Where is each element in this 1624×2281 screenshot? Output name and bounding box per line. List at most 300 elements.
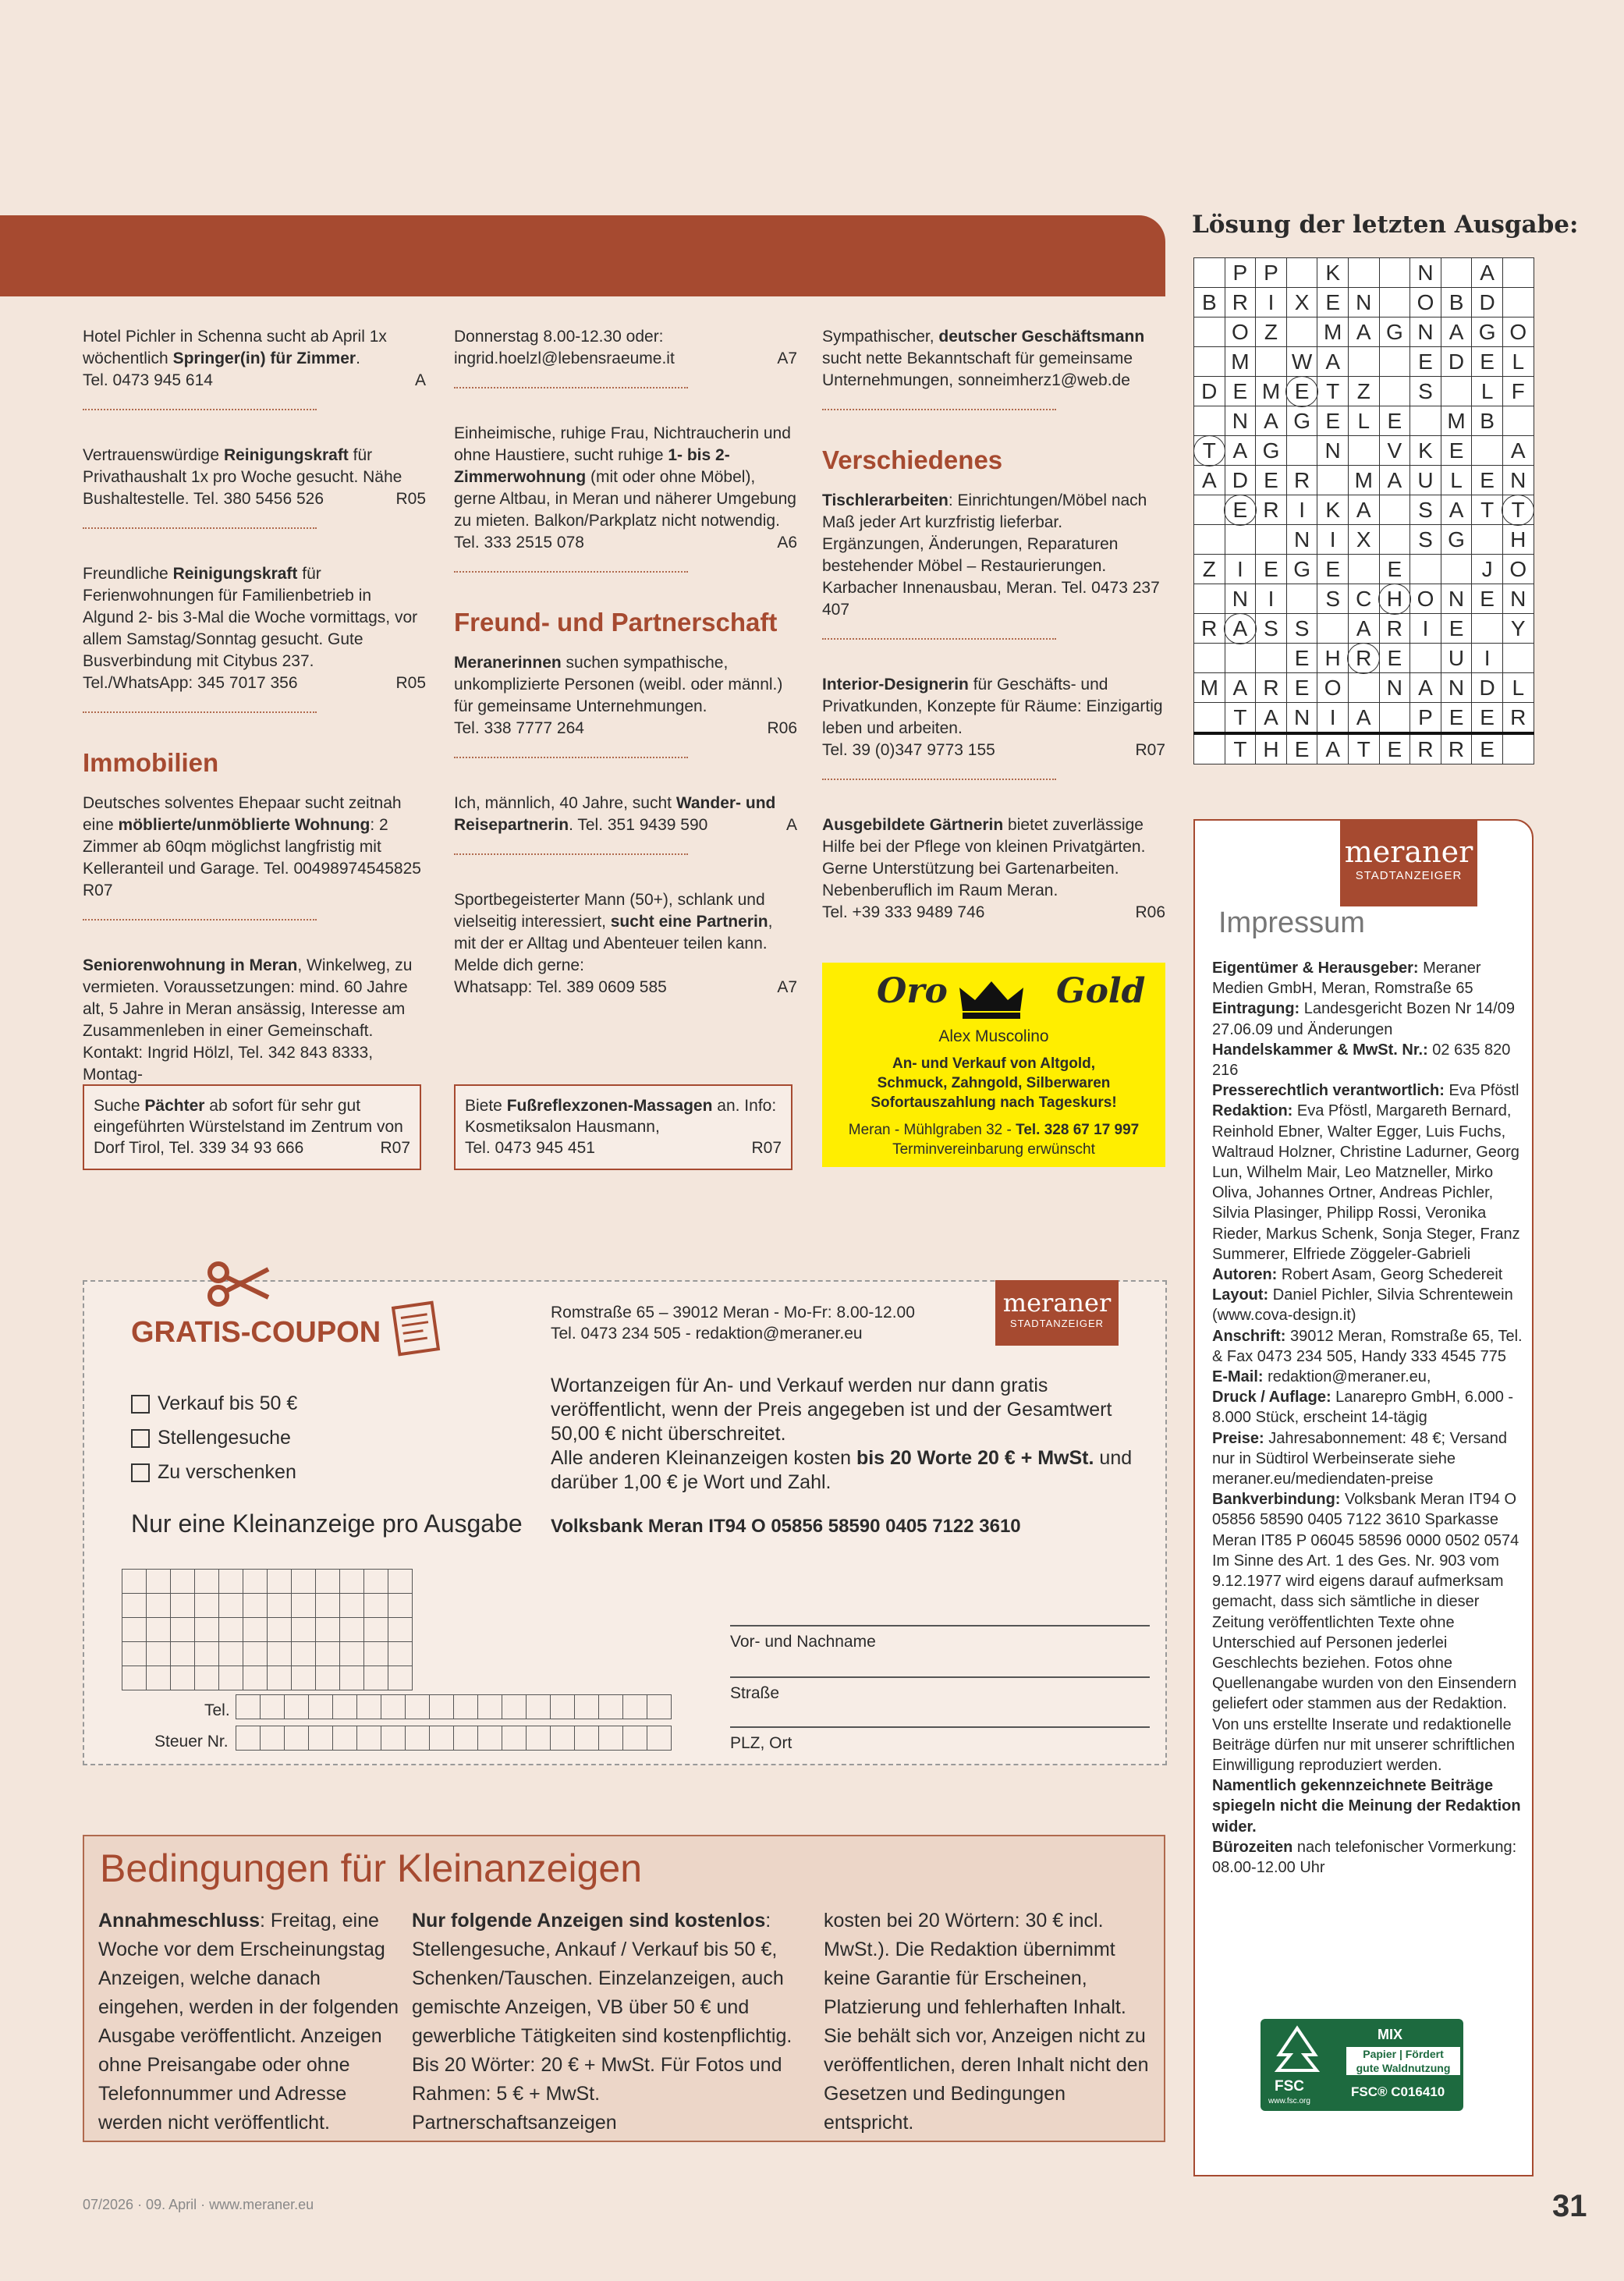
grid-cell[interactable] bbox=[388, 1594, 413, 1618]
crossword-cell bbox=[1286, 436, 1317, 466]
crossword-cell bbox=[1379, 347, 1410, 377]
crossword-cell: R bbox=[1441, 733, 1472, 764]
crossword-cell: N bbox=[1286, 525, 1317, 555]
grid-cell[interactable] bbox=[268, 1642, 292, 1666]
grid-cell[interactable] bbox=[219, 1570, 243, 1594]
crossword-cell bbox=[1502, 288, 1534, 317]
crossword-cell: E bbox=[1410, 347, 1441, 377]
crossword-cell bbox=[1502, 644, 1534, 673]
grid-cell[interactable] bbox=[478, 1726, 502, 1751]
grid-cell[interactable] bbox=[195, 1666, 219, 1690]
crossword-cell: U bbox=[1410, 466, 1441, 495]
grid-cell[interactable] bbox=[333, 1695, 357, 1719]
label-zip: PLZ, Ort bbox=[730, 1734, 792, 1752]
crossword-cell: R bbox=[1256, 495, 1287, 525]
conditions-col-3: kosten bei 20 Wörtern: 30 € incl. MwSt.). Die Redaktion übernimmt keine Garantie für Erscheinen, Platzierung und fehlerhaften Inhalt. Sie behält sich vor, Anzeigen nicht zu veröffentlichen, deren Inhalt nicht den Gesetzen und Bedingungen entspricht. bbox=[824, 1910, 1149, 2134]
fsc-tree-icon bbox=[1270, 2024, 1324, 2078]
crossword-cell: O bbox=[1225, 317, 1256, 347]
crossword-cell: E bbox=[1286, 673, 1317, 703]
checkbox-icon[interactable] bbox=[131, 1395, 150, 1414]
divider bbox=[83, 409, 317, 410]
crossword-cell: S bbox=[1256, 614, 1287, 644]
oro-appointment: Terminvereinbarung erwünscht bbox=[892, 1141, 1095, 1158]
grid-cell[interactable] bbox=[195, 1570, 219, 1594]
crossword-cell bbox=[1502, 258, 1534, 288]
grid-cell[interactable] bbox=[316, 1594, 340, 1618]
tel-field-grid[interactable] bbox=[236, 1694, 672, 1719]
crossword-cell: O bbox=[1410, 288, 1441, 317]
crossword-cell bbox=[1194, 733, 1225, 764]
crossword-cell: R bbox=[1256, 673, 1287, 703]
crossword-cell bbox=[1194, 317, 1225, 347]
coupon-options bbox=[131, 1386, 297, 1489]
grid-cell[interactable] bbox=[551, 1726, 575, 1751]
crossword-row bbox=[1194, 466, 1534, 495]
crossword-cell bbox=[1194, 258, 1225, 288]
grid-cell[interactable] bbox=[430, 1695, 454, 1719]
divider bbox=[454, 387, 688, 388]
grid-cell[interactable] bbox=[599, 1726, 623, 1751]
grid-cell[interactable] bbox=[364, 1594, 388, 1618]
grid-cell[interactable] bbox=[406, 1726, 430, 1751]
grid-cell[interactable] bbox=[316, 1666, 340, 1690]
crossword-row bbox=[1194, 673, 1534, 703]
crossword-cell: E bbox=[1256, 555, 1287, 584]
grid-cell[interactable] bbox=[219, 1666, 243, 1690]
impressum-entry: Namentlich gekennzeichnete Beiträge spiegeln nicht die Meinung der Redaktion wider. bbox=[1212, 1777, 1521, 1836]
crossword-cell: L bbox=[1348, 406, 1379, 436]
grid-cell[interactable] bbox=[454, 1695, 478, 1719]
crossword-cell bbox=[1194, 703, 1225, 734]
crossword-cell: O bbox=[1410, 584, 1441, 614]
crossword-cell: E bbox=[1317, 555, 1349, 584]
one-ad-note: Nur eine Kleinanzeige pro Ausgabe bbox=[131, 1509, 523, 1538]
impressum-box bbox=[1193, 819, 1534, 2176]
grid-cell[interactable] bbox=[147, 1570, 171, 1594]
grid-cell[interactable] bbox=[478, 1695, 502, 1719]
crossword-cell: N bbox=[1410, 258, 1441, 288]
oro-line: An- und Verkauf von Altgold, bbox=[892, 1055, 1096, 1072]
crossword-cell bbox=[1348, 258, 1379, 288]
line-name bbox=[730, 1625, 1150, 1626]
grid-cell[interactable] bbox=[647, 1695, 672, 1719]
grid-cell[interactable] bbox=[292, 1642, 316, 1666]
classified-ad: Ausgebildete Gärtnerin bietet zuverlässige Hilfe bei der Pflege von kleinen Privatgärten. Gerne Unterstützung bei Gartenarbeiten. Nebenberuflich im Raum Meran. Tel. +39 333 9489 746 R06 bbox=[822, 816, 1165, 921]
crossword-cell: N bbox=[1441, 584, 1472, 614]
classified-ad: Deutsches solventes Ehepaar sucht zeitnah eine möblierte/unmöblierte Wohnung: 2 Zimmer ab 60qm möglichst langfristig mit Kelleranteil und Garage. Tel. 00498974545825 R07 bbox=[83, 794, 421, 899]
coupon-address: Romstraße 65 – 39012 Meran - Mo-Fr: 8.00-12.00 Tel. 0473 234 505 - redaktion@meraner.eu bbox=[551, 1304, 915, 1343]
crossword-cell: P bbox=[1256, 258, 1287, 288]
crossword-cell bbox=[1194, 406, 1225, 436]
grid-cell[interactable] bbox=[243, 1666, 268, 1690]
grid-cell[interactable] bbox=[147, 1618, 171, 1642]
crossword-cell bbox=[1286, 317, 1317, 347]
crossword-cell: A bbox=[1225, 436, 1256, 466]
grid-cell[interactable] bbox=[316, 1618, 340, 1642]
grid-cell[interactable] bbox=[122, 1642, 147, 1666]
crossword-cell: M bbox=[1256, 377, 1287, 406]
grid-cell[interactable] bbox=[340, 1642, 364, 1666]
crossword-cell: L bbox=[1502, 673, 1534, 703]
grid-cell[interactable] bbox=[171, 1594, 195, 1618]
crossword-cell: R bbox=[1286, 466, 1317, 495]
crossword-cell: H bbox=[1256, 733, 1287, 764]
grid-cell[interactable] bbox=[381, 1726, 406, 1751]
crossword-cell: R bbox=[1225, 288, 1256, 317]
crossword-cell: A bbox=[1348, 614, 1379, 644]
crossword-cell: E bbox=[1286, 733, 1317, 764]
crossword-cell: T bbox=[1317, 377, 1349, 406]
classified-ad: Tischlerarbeiten: Einrichtungen/Möbel nach Maß jeder Art kurzfristig lieferbar. Ergänzungen, Änderungen, Reparaturen bestehender Möbel – Restaurierungen. Karbacher Innenausbau, Meran. Tel. 0473 237 407 bbox=[822, 491, 1160, 619]
label-name: Vor- und Nachname bbox=[730, 1633, 876, 1651]
crossword-row bbox=[1194, 495, 1534, 525]
grid-cell[interactable] bbox=[122, 1666, 147, 1690]
impressum-entry: Druck / Auflage: Lanarepro GmbH, 6.000 - 8.000 Stück, erscheint 14-tägig bbox=[1212, 1389, 1514, 1427]
grid-cell[interactable] bbox=[502, 1726, 527, 1751]
crossword-cell: I bbox=[1225, 555, 1256, 584]
crossword-cell: A bbox=[1225, 673, 1256, 703]
grid-cell[interactable] bbox=[575, 1726, 599, 1751]
grid-cell[interactable] bbox=[599, 1695, 623, 1719]
column-2 bbox=[454, 326, 797, 1016]
grid-cell[interactable] bbox=[381, 1695, 406, 1719]
crossword-cell: E bbox=[1472, 584, 1503, 614]
crossword-cell bbox=[1348, 436, 1379, 466]
grid-cell[interactable] bbox=[268, 1666, 292, 1690]
impressum-entry: Bankverbindung: Volksbank Meran IT94 O 05856 58590 0405 7122 3610 Sparkasse Meran IT85 P 06045 58596 0000 0502 0574 Im Sinne des Art. 1 des Ges. Nr. 903 vom 9.12.1977 wird eigens darauf aufmerksam gemacht, dass sich sämtliche in dieser Zeitung veröffentlichten Texte ohne Unterschied auf Personen jederlei Geschlechts beziehen. Fotos ohne Quellenangabe wurden von den Einsendern geliefert oder stammen aus der Redaktion. Von uns erstellte Inserate und redaktionelle Beiträge dürfen nur mit unserer schriftlichen Einwilligung reproduziert werden. bbox=[1212, 1491, 1519, 1774]
crossword-cell: H bbox=[1317, 644, 1349, 673]
crossword-cell: G bbox=[1441, 525, 1472, 555]
crossword-row bbox=[1194, 258, 1534, 288]
divider bbox=[454, 571, 688, 573]
scissors-icon bbox=[203, 1258, 270, 1308]
grid-cell[interactable] bbox=[122, 1570, 147, 1594]
crossword-cell bbox=[1379, 703, 1410, 734]
grid-cell[interactable] bbox=[243, 1618, 268, 1642]
grid-cell[interactable] bbox=[236, 1695, 261, 1719]
column-1 bbox=[83, 326, 426, 1103]
crossword-row bbox=[1194, 555, 1534, 584]
crossword-row bbox=[1194, 377, 1534, 406]
grid-cell[interactable] bbox=[340, 1666, 364, 1690]
crossword-cell: E bbox=[1286, 644, 1317, 673]
crossword-cell: I bbox=[1317, 525, 1349, 555]
crossword-cell: E bbox=[1441, 614, 1472, 644]
crossword-solution bbox=[1193, 257, 1534, 764]
grid-cell[interactable] bbox=[388, 1642, 413, 1666]
crossword-cell: T bbox=[1348, 733, 1379, 764]
grid-cell[interactable] bbox=[171, 1666, 195, 1690]
crossword-cell: N bbox=[1348, 288, 1379, 317]
crossword-row bbox=[1194, 703, 1534, 734]
crossword-cell: A bbox=[1441, 495, 1472, 525]
grid-cell[interactable] bbox=[364, 1570, 388, 1594]
classified-ad: Hotel Pichler in Schenna sucht ab April 1x wöchentlich Springer(in) für Zimmer. Tel. 0473 945 614 A bbox=[83, 328, 426, 389]
newspaper-icon bbox=[388, 1296, 443, 1358]
option-verschenken[interactable]: Zu verschenken bbox=[131, 1455, 297, 1489]
crossword-cell: M bbox=[1225, 347, 1256, 377]
grid-cell[interactable] bbox=[340, 1570, 364, 1594]
boxed-ad-massage: Biete Fußreflexzonen-Massagen an. Info: Kosmetiksalon Hausmann, Tel. 0473 945 451 R07 bbox=[454, 1084, 792, 1170]
grid-cell[interactable] bbox=[340, 1618, 364, 1642]
crossword-cell: G bbox=[1256, 436, 1287, 466]
crossword-cell: S bbox=[1410, 495, 1441, 525]
grid-cell[interactable] bbox=[527, 1726, 551, 1751]
crossword-cell bbox=[1194, 347, 1225, 377]
crossword-cell: V bbox=[1379, 436, 1410, 466]
crossword-cell bbox=[1441, 258, 1472, 288]
gratis-coupon bbox=[83, 1280, 1167, 1765]
crossword-cell: A bbox=[1441, 317, 1472, 347]
line-zip bbox=[730, 1726, 1150, 1728]
crossword-cell: R bbox=[1348, 644, 1379, 673]
crossword-cell: X bbox=[1286, 288, 1317, 317]
crossword-cell: K bbox=[1317, 258, 1349, 288]
crossword-cell: Z bbox=[1256, 317, 1287, 347]
impressum-entry: Layout: Daniel Pichler, Silvia Schrentewein (www.cova-design.it) bbox=[1212, 1286, 1513, 1325]
label-street: Straße bbox=[730, 1684, 780, 1702]
grid-cell[interactable] bbox=[171, 1618, 195, 1642]
grid-cell[interactable] bbox=[388, 1666, 413, 1690]
crossword-cell: T bbox=[1472, 495, 1503, 525]
grid-cell[interactable] bbox=[171, 1642, 195, 1666]
crossword-cell: I bbox=[1317, 703, 1349, 734]
grid-cell[interactable] bbox=[292, 1594, 316, 1618]
crossword-cell: E bbox=[1472, 466, 1503, 495]
crossword-cell: H bbox=[1502, 525, 1534, 555]
crossword-cell bbox=[1348, 347, 1379, 377]
crossword-cell: S bbox=[1410, 525, 1441, 555]
grid-cell[interactable] bbox=[243, 1642, 268, 1666]
label-tax: Steuer Nr. bbox=[154, 1733, 229, 1751]
grid-cell[interactable] bbox=[364, 1618, 388, 1642]
coupon-word-grid[interactable] bbox=[122, 1569, 413, 1690]
grid-cell[interactable] bbox=[243, 1570, 268, 1594]
tax-field-grid[interactable] bbox=[236, 1726, 672, 1751]
classified-ad: Einheimische, ruhige Frau, Nichtraucherin und ohne Haustiere, sucht ruhige 1- bis 2-Zimmerwohnung (mit oder ohne Möbel), gerne Altbau, in Meran und näherer Umgebung zu mieten. Balkon/Parkplatz nicht notwendig. Tel. 333 2515 078 A6 bbox=[454, 424, 797, 552]
grid-cell[interactable] bbox=[285, 1695, 309, 1719]
grid-cell[interactable] bbox=[147, 1642, 171, 1666]
grid-cell[interactable] bbox=[292, 1570, 316, 1594]
coupon-info: Wortanzeigen für An- und Verkauf werden nur dann gratis veröffentlicht, wenn der Preis angegeben ist und der Gesamtwert 50,00 € nicht überschreitet. Alle anderen Kleinanzeigen kosten bis 20 Worte 20 € + MwSt. und darüber 1,00 € je Wort und Zahl. bbox=[551, 1375, 1133, 1493]
crossword-cell: L bbox=[1502, 347, 1534, 377]
grid-cell[interactable] bbox=[316, 1570, 340, 1594]
crossword-cell: O bbox=[1317, 673, 1349, 703]
grid-cell[interactable] bbox=[122, 1618, 147, 1642]
grid-cell[interactable] bbox=[292, 1666, 316, 1690]
crossword-cell bbox=[1502, 733, 1534, 764]
crossword-cell: O bbox=[1502, 555, 1534, 584]
crossword-cell: C bbox=[1348, 584, 1379, 614]
crossword-cell: H bbox=[1379, 584, 1410, 614]
grid-cell[interactable] bbox=[551, 1695, 575, 1719]
grid-cell[interactable] bbox=[171, 1570, 195, 1594]
crossword-cell: W bbox=[1286, 347, 1317, 377]
crossword-cell: R bbox=[1502, 703, 1534, 734]
crossword-cell: E bbox=[1379, 733, 1410, 764]
crossword-cell: E bbox=[1379, 644, 1410, 673]
grid-cell[interactable] bbox=[195, 1642, 219, 1666]
divider bbox=[454, 757, 688, 758]
grid-cell[interactable] bbox=[147, 1666, 171, 1690]
grid-cell[interactable] bbox=[388, 1570, 413, 1594]
grid-cell[interactable] bbox=[219, 1618, 243, 1642]
crossword-cell bbox=[1348, 555, 1379, 584]
crossword-cell: I bbox=[1286, 495, 1317, 525]
checkbox-icon[interactable] bbox=[131, 1463, 150, 1482]
column-3 bbox=[822, 326, 1165, 941]
impressum-entry: E-Mail: redaktion@meraner.eu, bbox=[1212, 1368, 1431, 1386]
crossword-cell: A bbox=[1256, 703, 1287, 734]
grid-cell[interactable] bbox=[309, 1695, 333, 1719]
crossword-cell: L bbox=[1441, 466, 1472, 495]
crossword-cell: I bbox=[1472, 644, 1503, 673]
crossword-cell: N bbox=[1317, 436, 1349, 466]
crossword-cell: A bbox=[1410, 673, 1441, 703]
grid-cell[interactable] bbox=[243, 1594, 268, 1618]
crossword-cell: N bbox=[1410, 317, 1441, 347]
grid-cell[interactable] bbox=[333, 1726, 357, 1751]
crossword-cell bbox=[1194, 495, 1225, 525]
grid-cell[interactable] bbox=[502, 1695, 527, 1719]
grid-cell[interactable] bbox=[357, 1695, 381, 1719]
classified-ad: Ich, männlich, 40 Jahre, sucht Wander- und Reisepartnerin. Tel. 351 9439 590 A bbox=[454, 794, 797, 834]
crossword-cell: G bbox=[1379, 317, 1410, 347]
crossword-cell bbox=[1194, 525, 1225, 555]
crossword-cell: N bbox=[1379, 673, 1410, 703]
oro-owner: Alex Muscolino bbox=[938, 1027, 1049, 1045]
grid-cell[interactable] bbox=[364, 1642, 388, 1666]
grid-cell[interactable] bbox=[454, 1726, 478, 1751]
crossword-cell: G bbox=[1286, 406, 1317, 436]
grid-cell[interactable] bbox=[527, 1695, 551, 1719]
impressum-entry: Anschrift: 39012 Meran, Romstraße 65, Tel. & Fax 0473 234 505, Handy 333 4545 775 bbox=[1212, 1327, 1523, 1365]
crossword-row bbox=[1194, 614, 1534, 644]
grid-cell[interactable] bbox=[147, 1594, 171, 1618]
crossword-cell: E bbox=[1317, 406, 1349, 436]
crossword-cell: A bbox=[1348, 317, 1379, 347]
page-number: 31 bbox=[1552, 2189, 1587, 2223]
crossword-cell: A bbox=[1317, 347, 1349, 377]
crossword-cell: E bbox=[1225, 377, 1256, 406]
oro-line: Schmuck, Zahngold, Silberwaren bbox=[877, 1075, 1111, 1091]
crossword-row bbox=[1194, 584, 1534, 614]
crossword-cell: E bbox=[1472, 703, 1503, 734]
section-heading-partnerschaft: Freund- und Partnerschaft bbox=[454, 608, 778, 637]
crossword-cell bbox=[1348, 673, 1379, 703]
crossword-cell: G bbox=[1472, 317, 1503, 347]
crossword-cell bbox=[1225, 644, 1256, 673]
grid-cell[interactable] bbox=[195, 1618, 219, 1642]
crossword-row bbox=[1194, 525, 1534, 555]
grid-cell[interactable] bbox=[261, 1695, 285, 1719]
oro-line: Sofortauszahlung nach Tageskurs! bbox=[871, 1094, 1117, 1111]
grid-cell[interactable] bbox=[309, 1726, 333, 1751]
crossword-cell: S bbox=[1286, 614, 1317, 644]
crossword-row bbox=[1194, 436, 1534, 466]
crossword-cell: A bbox=[1379, 466, 1410, 495]
crossword-cell: I bbox=[1410, 614, 1441, 644]
grid-cell[interactable] bbox=[430, 1726, 454, 1751]
grid-cell[interactable] bbox=[647, 1726, 672, 1751]
impressum-entry: Eintragung: Landesgericht Bozen Nr 14/09 27.06.09 und Änderungen bbox=[1212, 1000, 1515, 1038]
crossword-row bbox=[1194, 733, 1534, 764]
grid-cell[interactable] bbox=[268, 1594, 292, 1618]
impressum-entry: Presserechtlich verantwortlich: Eva Pföstl bbox=[1212, 1082, 1519, 1100]
crossword-cell: E bbox=[1225, 495, 1256, 525]
grid-cell[interactable] bbox=[292, 1618, 316, 1642]
impressum-entry: Bürozeiten nach telefonischer Vormerkung: 08.00-12.00 Uhr bbox=[1212, 1838, 1517, 1876]
crossword-cell: S bbox=[1410, 377, 1441, 406]
crossword-cell bbox=[1441, 555, 1472, 584]
label-tel: Tel. bbox=[204, 1701, 230, 1719]
crossword-cell: R bbox=[1379, 614, 1410, 644]
grid-cell[interactable] bbox=[406, 1695, 430, 1719]
grid-cell[interactable] bbox=[340, 1594, 364, 1618]
crossword-cell bbox=[1256, 525, 1287, 555]
crossword-cell: X bbox=[1348, 525, 1379, 555]
crossword-cell bbox=[1286, 258, 1317, 288]
crossword-cell bbox=[1441, 377, 1472, 406]
crossword-cell bbox=[1410, 406, 1441, 436]
grid-cell[interactable] bbox=[357, 1726, 381, 1751]
crossword-cell: N bbox=[1225, 406, 1256, 436]
crossword-cell: S bbox=[1317, 584, 1349, 614]
crossword-cell bbox=[1225, 525, 1256, 555]
grid-cell[interactable] bbox=[364, 1666, 388, 1690]
crossword-cell: K bbox=[1410, 436, 1441, 466]
impressum-logo: meraner STADTANZEIGER bbox=[1340, 819, 1477, 906]
grid-cell[interactable] bbox=[268, 1570, 292, 1594]
grid-cell[interactable] bbox=[575, 1695, 599, 1719]
crossword-cell bbox=[1502, 406, 1534, 436]
crossword-cell: G bbox=[1286, 555, 1317, 584]
crossword-cell bbox=[1379, 495, 1410, 525]
grid-cell[interactable] bbox=[122, 1594, 147, 1618]
grid-cell[interactable] bbox=[268, 1618, 292, 1642]
oro-gold-ad bbox=[822, 963, 1165, 1167]
crossword-cell: E bbox=[1317, 288, 1349, 317]
option-stellengesuche[interactable]: Stellengesuche bbox=[131, 1421, 297, 1455]
crossword-cell bbox=[1472, 614, 1503, 644]
grid-cell[interactable] bbox=[623, 1726, 647, 1751]
grid-cell[interactable] bbox=[195, 1594, 219, 1618]
grid-cell[interactable] bbox=[316, 1642, 340, 1666]
fsc-badge: FSC www.fsc.org MIX Papier | Fördert gute Waldnutzung FSC® C016410 bbox=[1261, 2019, 1463, 2111]
option-verkauf[interactable]: Verkauf bis 50 € bbox=[131, 1386, 297, 1421]
grid-cell[interactable] bbox=[236, 1726, 261, 1751]
grid-cell[interactable] bbox=[261, 1726, 285, 1751]
checkbox-icon[interactable] bbox=[131, 1429, 150, 1448]
coupon-bank: Volksbank Meran IT94 O 05856 58590 0405 7122 3610 bbox=[551, 1516, 1021, 1537]
crossword-row bbox=[1194, 406, 1534, 436]
grid-cell[interactable] bbox=[219, 1642, 243, 1666]
crossword-cell bbox=[1410, 644, 1441, 673]
crossword-cell: B bbox=[1472, 406, 1503, 436]
crossword-cell bbox=[1379, 288, 1410, 317]
crossword-cell bbox=[1256, 644, 1287, 673]
grid-cell[interactable] bbox=[388, 1618, 413, 1642]
grid-cell[interactable] bbox=[285, 1726, 309, 1751]
crossword-cell bbox=[1472, 525, 1503, 555]
grid-cell[interactable] bbox=[623, 1695, 647, 1719]
impressum-entry: Eigentümer & Herausgeber: Meraner Medien GmbH, Meran, Romstraße 65 bbox=[1212, 960, 1481, 998]
grid-cell[interactable] bbox=[219, 1594, 243, 1618]
crossword-cell: E bbox=[1256, 466, 1287, 495]
crossword-cell: R bbox=[1194, 614, 1225, 644]
classified-ad: Freundliche Reinigungskraft für Ferienwohnungen für Familienbetrieb in Algund 2- bis 3-Mal die Woche vormittags, vor allem Samstag/Sonntag gesucht. Gute Busverbindung mit Citybus 237. Tel./WhatsApp: 345 7017 356 R05 bbox=[83, 565, 426, 692]
divider bbox=[822, 638, 1056, 640]
